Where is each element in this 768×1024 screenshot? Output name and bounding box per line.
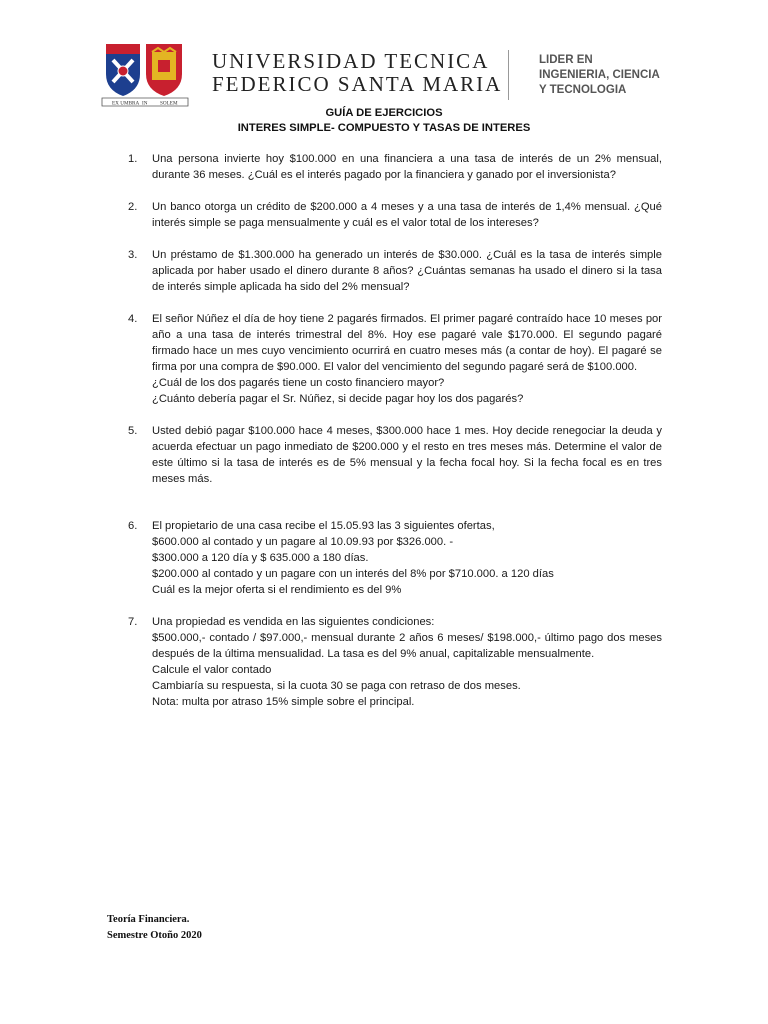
exercise-question: ¿Cuánto debería pagar el Sr. Núñez, si decide pagar hoy los dos pagarés?	[152, 393, 524, 405]
exercise-item	[120, 247, 662, 295]
exercise-note: Nota: multa por atraso 15% simple sobre el principal.	[152, 696, 415, 708]
exercise-item	[120, 423, 662, 487]
page-header	[0, 0, 768, 110]
exercise-item	[120, 614, 662, 710]
university-name	[212, 50, 502, 96]
exercise-number: 3.	[128, 249, 138, 261]
exercise-item	[120, 311, 662, 407]
exercise-text: Un préstamo de $1.300.000 ha generado un interés de $30.000. ¿Cuál es la tasa de interés simple aplicada por haber usado el dinero durante 8 años? ¿Cuántas semanas ha usado el dinero si la tasa de interés simple aplicada ha sido del 2% mensual?	[152, 249, 662, 293]
exercise-question: ¿Cuál de los dos pagarés tiene un costo financiero mayor?	[152, 377, 445, 389]
exercise-list	[120, 151, 662, 710]
exercise-number: 5.	[128, 425, 138, 437]
page-footer	[107, 912, 202, 944]
exercise-item	[120, 518, 662, 598]
document-subtitle: INTERES SIMPLE- COMPUESTO Y TASAS DE INTERES	[237, 122, 531, 134]
document-title: GUÍA DE EJERCICIOS	[325, 107, 443, 119]
university-name-line2: FEDERICO SANTA MARIA	[212, 72, 503, 96]
exercise-text: Una propiedad es vendida en las siguientes condiciones:	[152, 616, 435, 628]
exercise-text: Una persona invierte hoy $100.000 en una financiera a una tasa de interés de un 2% mensual, durante 36 meses. ¿Cuál es el interés pagado por la financiera y ganado por el inversionista?	[152, 153, 662, 181]
exercise-number: 2.	[128, 201, 138, 213]
exercise-item	[120, 199, 662, 231]
university-name-line1: UNIVERSIDAD TECNICA	[212, 49, 490, 73]
motto-line1: LIDER EN	[539, 54, 593, 66]
exercise-number: 1.	[128, 153, 138, 165]
exercise-number: 6.	[128, 520, 138, 532]
university-motto	[539, 53, 660, 98]
exercise-number: 4.	[128, 313, 138, 325]
motto-line3: Y TECNOLOGIA	[539, 84, 627, 96]
logo-ribbon-center: IN	[142, 100, 148, 107]
exercise-conditions: $500.000,- contado / $97.000,- mensual durante 2 años 6 meses/ $198.000,- último pago dos meses después de la última mensualidad. La tasa es del 9% anual, capitalizable mensualmente.	[152, 632, 662, 660]
exercise-text: El propietario de una casa recibe el 15.05.93 las 3 siguientes ofertas,	[152, 520, 495, 532]
offer-line: $300.000 a 120 día y $ 635.000 a 180 días.	[152, 552, 369, 564]
exercise-text: Un banco otorga un crédito de $200.000 a 4 meses y a una tasa de interés de 1,4% mensual. ¿Qué interés simple se paga mensualmente y cuál es el valor total de los intereses?	[152, 201, 662, 229]
semester: Semestre Otoño 2020	[107, 930, 202, 941]
header-divider	[508, 50, 509, 100]
exercise-text: Usted debió pagar $100.000 hace 4 meses, $300.000 hace 1 mes. Hoy decide renegociar la deuda y acuerda efectuar un pago inmediato de $200.000 y el resto en tres meses más. Determine el valor de este último si la tasa de interés es de 5% mensual y la fecha focal hoy. Si la fecha focal es en tres meses más.	[152, 425, 662, 485]
exercise-number: 7.	[128, 616, 138, 628]
motto-line2: INGENIERIA, CIENCIA	[539, 69, 660, 81]
exercise-question: Cambiaría su respuesta, si la cuota 30 se paga con retraso de dos meses.	[152, 680, 521, 692]
offer-line: $200.000 al contado y un pagare con un interés del 8% por $710.000. a 120 días	[152, 568, 554, 580]
exercise-question: Calcule el valor contado	[152, 664, 272, 676]
logo-ribbon-right: SOLEM	[160, 100, 178, 107]
university-crest-logo	[100, 40, 190, 110]
document-titles	[0, 106, 768, 136]
exercise-text: El señor Núñez el día de hoy tiene 2 pagarés firmados. El primer pagaré contraído hace 10 meses por año a una tasa de interés trimestral del 8%. Hoy ese pagaré vale $170.000. El segundo pagaré firmado hace un mes cuyo vencimiento ocurrirá en cuatro meses más (a contar de hoy). El pagaré se firma por una compra de $90.000. El valor del vencimiento del segundo pagaré será de $100.000.	[152, 313, 662, 373]
logo-ribbon-left: EX UMBRA	[112, 100, 140, 107]
exercise-item	[120, 151, 662, 183]
exercise-question: Cuál es la mejor oferta si el rendimiento es del 9%	[152, 584, 402, 596]
course-name: Teoría Financiera.	[107, 914, 190, 925]
offer-line: $600.000 al contado y un pagare al 10.09.93 por $326.000. -	[152, 536, 454, 548]
